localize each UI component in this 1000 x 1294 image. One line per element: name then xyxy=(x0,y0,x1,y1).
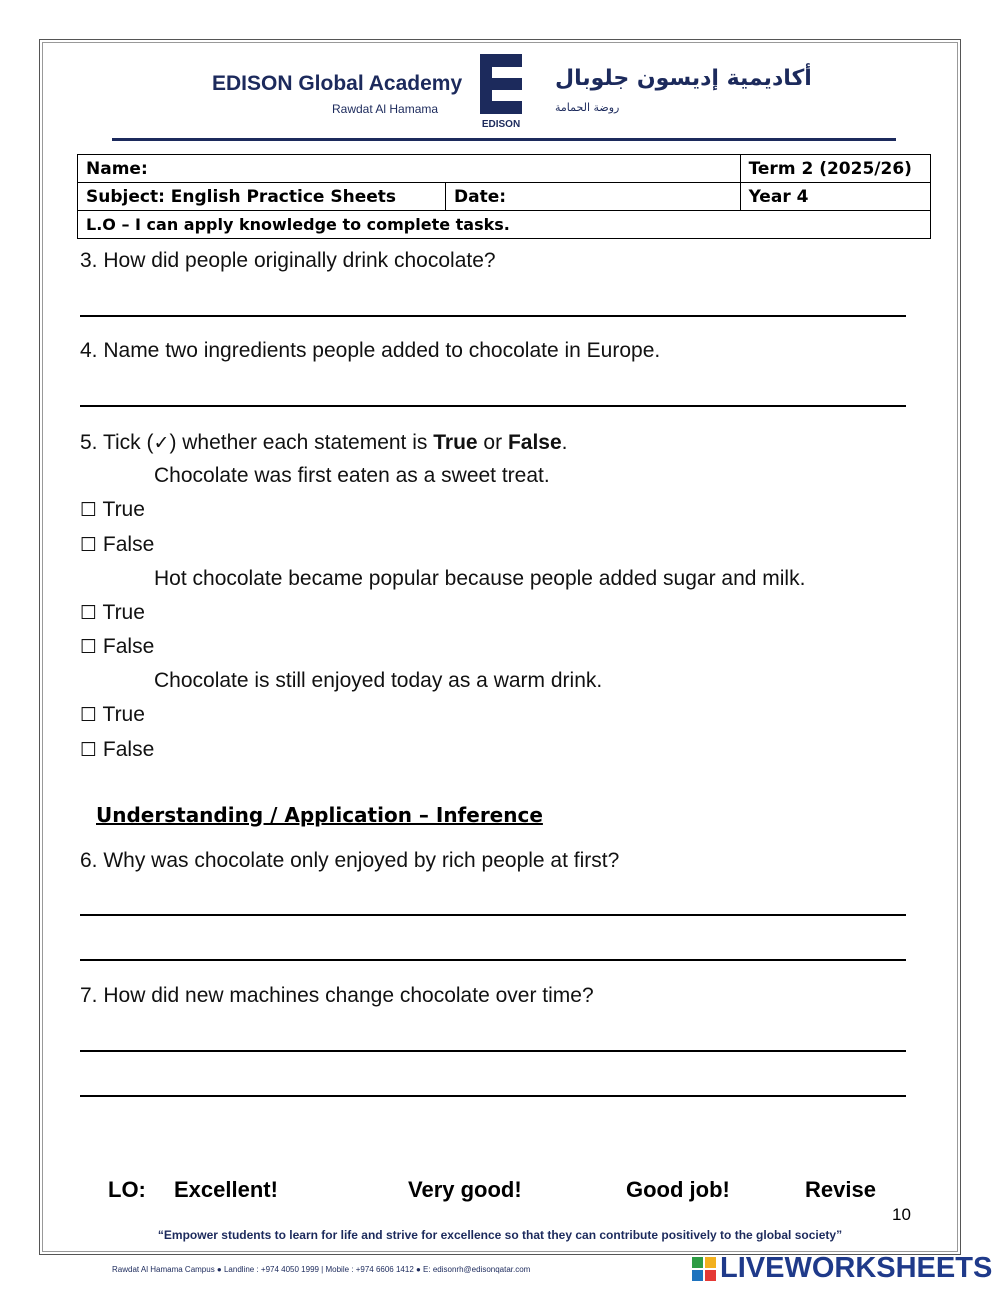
page-number: 10 xyxy=(892,1205,911,1224)
table-row xyxy=(78,183,931,211)
checkbox-icon[interactable]: ☐ xyxy=(80,534,98,556)
answer-line-q6-1[interactable] xyxy=(80,914,906,916)
statement-3: Chocolate is still enjoyed today as a warm drink. xyxy=(154,669,603,692)
lo-label: LO: xyxy=(108,1177,146,1202)
statement-1-true-option[interactable] xyxy=(80,498,145,522)
liveworksheets-logo-icon xyxy=(692,1257,716,1281)
q5-true-word: True xyxy=(433,431,478,454)
edison-logo-icon xyxy=(480,54,522,114)
term-cell: Term 2 (2025/26) xyxy=(740,155,930,183)
lo-option-label: Revise xyxy=(805,1177,876,1202)
statement-1-false-option[interactable] xyxy=(80,533,154,557)
statement-2: Hot chocolate became popular because people added sugar and milk. xyxy=(154,567,806,590)
q5-false-word: False xyxy=(507,431,562,454)
question-3: 3. How did people originally drink chocolate? xyxy=(80,249,496,272)
lo-option-very-good[interactable] xyxy=(408,1177,522,1203)
table-row xyxy=(78,155,931,183)
header-divider xyxy=(112,138,896,141)
q5-prefix: 5. Tick ( xyxy=(80,431,154,454)
answer-line-q3[interactable] xyxy=(80,315,906,317)
checkbox-icon[interactable]: ☐ xyxy=(80,704,98,726)
year-cell: Year 4 xyxy=(740,183,930,211)
learning-objective: L.O – I can apply knowledge to complete tasks. xyxy=(78,211,931,239)
q5-middle: ) whether each statement is xyxy=(169,431,434,454)
date-field[interactable]: Date: xyxy=(446,183,741,211)
liveworksheets-watermark[interactable]: LIVEWORKSHEETS xyxy=(720,1252,993,1284)
campus-name-arabic: روضة الحمامة xyxy=(555,101,620,114)
lo-option-label: Excellent! xyxy=(174,1177,278,1202)
option-label: False xyxy=(102,635,155,658)
answer-line-q4[interactable] xyxy=(80,405,906,407)
option-label: True xyxy=(102,601,145,624)
checkbox-icon[interactable]: ☐ xyxy=(80,499,98,521)
checkbox-icon[interactable]: ☐ xyxy=(80,602,98,624)
option-label: True xyxy=(102,703,145,726)
table-row xyxy=(78,211,931,239)
campus-name-english: Rawdat Al Hamama xyxy=(332,102,439,116)
footer-contact: Rawdat Al Hamama Campus ● Landline : +974 4050 1999 | Mobile : +974 6606 1412 ● E: edisonrh@edisonqatar.com xyxy=(112,1265,531,1274)
question-6: 6. Why was chocolate only enjoyed by rich people at first? xyxy=(80,849,620,872)
statement-3-true-option[interactable] xyxy=(80,703,145,727)
statement-3-false-option[interactable] xyxy=(80,738,154,762)
checkbox-icon[interactable]: ☐ xyxy=(80,739,98,761)
school-name-english: EDISON Global Academy xyxy=(212,72,463,95)
answer-line-q6-2[interactable] xyxy=(80,959,906,961)
statement-1: Chocolate was first eaten as a sweet treat. xyxy=(154,464,550,487)
option-label: False xyxy=(102,533,155,556)
statement-2-true-option[interactable] xyxy=(80,601,145,625)
tick-icon: ✓ xyxy=(153,432,170,454)
answer-line-q7-2[interactable] xyxy=(80,1095,906,1097)
answer-line-q7-1[interactable] xyxy=(80,1050,906,1052)
lo-option-good-job[interactable] xyxy=(626,1177,730,1203)
option-label: False xyxy=(102,738,155,761)
logo-wordmark: EDISON xyxy=(481,119,521,130)
q5-end: . xyxy=(561,431,568,454)
option-label: True xyxy=(102,498,145,521)
lo-option-excellent[interactable] xyxy=(174,1177,278,1203)
school-motto: “Empower students to learn for life and strive for excellence so that they can contribute positively to the global society” xyxy=(157,1228,843,1242)
student-info-table xyxy=(77,154,931,239)
checkbox-icon[interactable]: ☐ xyxy=(80,636,98,658)
section-heading: Understanding / Application – Inference xyxy=(96,803,543,827)
lo-option-label: Good job! xyxy=(626,1177,730,1202)
school-name-arabic: أكاديمية إديسون جلوبال xyxy=(555,66,812,91)
question-7: 7. How did new machines change chocolate over time? xyxy=(80,984,594,1007)
q5-or: or xyxy=(477,431,508,454)
lo-option-label: Very good! xyxy=(408,1177,522,1202)
statement-2-false-option[interactable] xyxy=(80,635,154,659)
subject-cell: Subject: English Practice Sheets xyxy=(78,183,446,211)
lo-option-revise[interactable] xyxy=(805,1177,876,1203)
name-field[interactable]: Name: xyxy=(78,155,741,183)
question-4: 4. Name two ingredients people added to chocolate in Europe. xyxy=(80,339,661,362)
question-5 xyxy=(80,431,567,455)
